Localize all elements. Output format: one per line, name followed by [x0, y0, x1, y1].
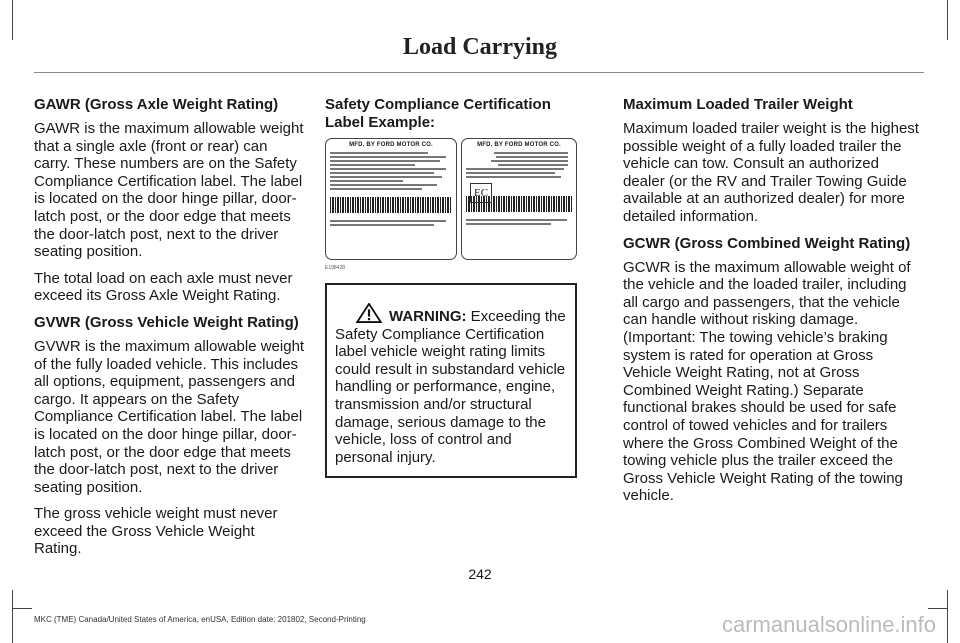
label-card-right-lines: [462, 148, 576, 182]
certification-label-image: [325, 138, 577, 264]
label-card-left: [325, 138, 457, 260]
crop-mark: [12, 0, 13, 40]
mltw-heading: Maximum Loaded Trailer Weight: [623, 96, 853, 113]
gvwr-heading: GVWR (Gross Vehicle Weight Rating): [34, 313, 299, 331]
crop-mark: [12, 608, 32, 609]
watermark: carmanualsonline.info: [722, 612, 937, 637]
label-card-left-barcode: [330, 197, 452, 213]
warning-paragraph: [335, 303, 567, 466]
crop-mark: [947, 590, 948, 643]
gawr-paragraph-1: GAWR is the maximum allowable weight that a single axle (front or rear) can carry. These numbers are on the Safety Compliance Certification label. The label is located on the door hinge pillar, door-latch post, or the door edge that meets the door-latch post, next to the driver seating position.: [34, 120, 304, 261]
column-right: [623, 96, 923, 514]
warning-text: Exceeding the Safety Compliance Certification label vehicle weight rating limits could result in substandard vehicle handling or performance, engine, transmission and/or structural damage, serious damage to the vehicle, loss of control and personal injury.: [335, 308, 566, 466]
column-middle: [325, 96, 577, 478]
image-reference-code: E198428: [325, 265, 346, 271]
label-card-right-title: MFD. BY FORD MOTOR CO.: [477, 142, 561, 148]
ec-mark: EC: [470, 183, 492, 203]
gcwr-paragraph: GCWR is the maximum allowable weight of the vehicle and the loaded trailer, including all cargo and passengers, that the vehicle can handle without risking damage. (Important: The towing vehicle’s braking system is rated for operation at Gross Vehicle Weight Rating, not at Gross Combined Weight Rating.) Separate functional brakes should be used for safe control of towed vehicles and for trailers where the Gross Combined Weight of the towing vehicle plus the trailer exceed the Gross Vehicle Weight Rating of the towing vehicle.: [623, 258, 911, 505]
header-divider: [34, 72, 924, 73]
label-card-right: [461, 138, 577, 260]
label-card-right-lines-bottom: [462, 215, 576, 229]
crop-mark: [947, 0, 948, 40]
label-card-left-title: MFD. BY FORD MOTOR CO.: [349, 142, 433, 148]
gvwr-paragraph-1: GVWR is the maximum allowable weight of the fully loaded vehicle. This includes all options, equipment, passengers and cargo. It appears on the Safety Compliance Certification label. The label is located on the door hinge pillar, door-latch post, or the door edge that meets the door-latch post, next to the driver seating position.: [34, 337, 305, 496]
warning-triangle-icon: [355, 303, 383, 323]
gawr-heading: GAWR (Gross Axle Weight Rating): [34, 96, 279, 113]
gvwr-paragraph-2: The gross vehicle weight must never exceed the Gross Vehicle Weight Rating.: [34, 505, 278, 558]
page-number: 242: [468, 566, 492, 582]
crop-mark: [928, 608, 948, 609]
label-card-left-lines-bottom: [326, 216, 456, 230]
edition-footer: MKC (TME) Canada/United States of America, enUSA, Edition date: 201802, Second-Printing: [34, 615, 366, 624]
crop-mark: [12, 590, 13, 643]
warning-box: [325, 283, 577, 478]
label-card-left-lines: [326, 148, 456, 194]
column-left: [34, 96, 306, 567]
gcwr-heading: GCWR (Gross Combined Weight Rating): [623, 234, 911, 252]
gawr-paragraph-2: The total load on each axle must never exceed its Gross Axle Weight Rating.: [34, 269, 293, 305]
mltw-paragraph: Maximum loaded trailer weight is the highest possible weight of a fully loaded trailer the vehicle can tow. Consult an authorized dealer (or the RV and Trailer Towing Guide available at an authorized dealer) for more detailed information.: [623, 120, 919, 225]
label-example-heading: Safety Compliance Certification Label Example:: [325, 96, 551, 131]
warning-label: WARNING:: [389, 308, 467, 325]
page-header-title: Load Carrying: [402, 34, 557, 60]
